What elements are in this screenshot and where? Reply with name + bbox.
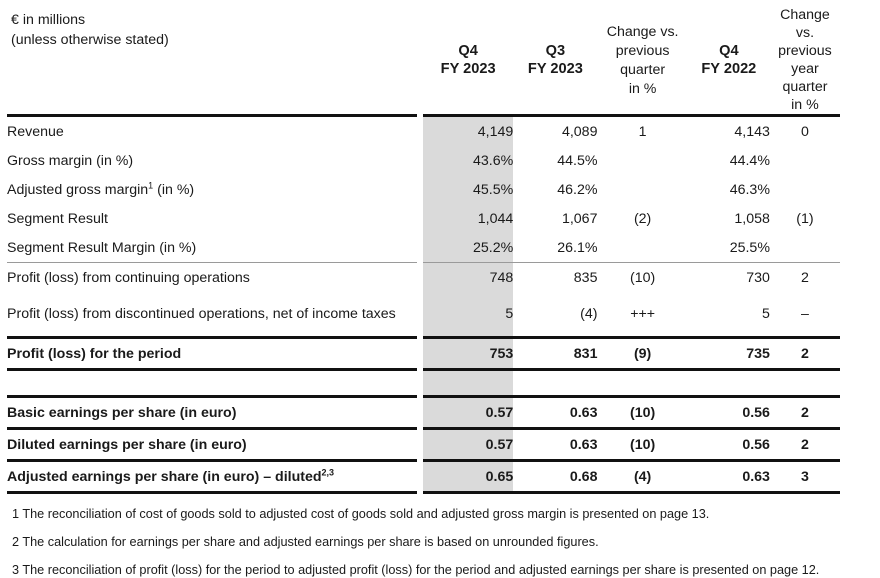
- cell-q3-fy2023: 46.2%: [557, 181, 598, 198]
- header-q4-fy2022: Q4 FY 2022: [688, 6, 770, 117]
- cell-change-year: 2: [801, 269, 809, 286]
- table-row-basic-eps: [7, 398, 840, 430]
- cell-q4-fy2023: 1,044: [423, 204, 513, 233]
- header-q4-fy2023: Q4 FY 2023: [423, 6, 513, 117]
- cell-q3-fy2023: 0.63: [513, 430, 597, 462]
- cell-change-quarter: [597, 146, 687, 175]
- cell-q4-fy2022: 735: [688, 336, 770, 371]
- footnote-1: 1 The reconciliation of cost of goods sold to adjusted cost of goods sold and adjusted gross margin is presented on page 13.: [12, 507, 710, 521]
- row-label: Diluted earnings per share (in euro): [7, 430, 417, 462]
- cell-q4-fy2023: 25.2%: [423, 233, 513, 263]
- cell-q3-fy2023: 0.68: [513, 462, 597, 494]
- row-label: Profit (loss) from continuing operations: [7, 269, 250, 286]
- row-label: Adjusted earnings per share (in euro) – diluted$^{2,3}$: [7, 462, 417, 494]
- cell-q3-fy2023: 26.1%: [513, 233, 597, 263]
- cell-change-year: 2: [770, 430, 840, 462]
- cell-change-year: 2: [770, 336, 840, 371]
- cell-q3-fy2023: 0.63: [513, 398, 597, 430]
- row-label: Adjusted gross margin$^1$ (in %): [7, 179, 195, 198]
- cell-change-quarter: [597, 175, 687, 204]
- cell-q4-fy2022: 730: [746, 269, 770, 286]
- cell-change-year: –: [801, 305, 809, 322]
- cell-change-quarter: (4): [597, 462, 687, 494]
- table-row-segment-result-margin: [7, 233, 840, 263]
- table-row-gross-margin: [7, 146, 840, 175]
- cell-q3-fy2023: 4,089: [561, 123, 598, 140]
- cell-q4-fy2023: 0.65: [423, 462, 513, 494]
- cell-q4-fy2023: 748: [423, 263, 513, 292]
- row-label: Profit (loss) from discontinued operations, net of income taxes: [7, 305, 396, 322]
- header-q3-fy2023: Q3 FY 2023: [513, 6, 597, 117]
- cell-change-quarter: +++: [630, 305, 656, 322]
- footnotes: [7, 506, 840, 578]
- cell-q4-fy2022: 4,143: [734, 123, 770, 140]
- table-header-row: [7, 6, 840, 117]
- footnote-2: 2 The calculation for earnings per share and adjusted earnings per share is based on unrounded figures.: [12, 535, 599, 549]
- cell-change-quarter: [597, 233, 687, 263]
- row-label: Basic earnings per share (in euro): [7, 398, 417, 430]
- table-row-revenue: [7, 117, 840, 146]
- table-row-diluted-eps: [7, 430, 840, 462]
- row-label: Segment Result Margin (in %): [7, 233, 417, 263]
- header-change-prev-quarter: Change vs. previous quarter in %: [597, 6, 687, 117]
- footnote-3: 3 The reconciliation of profit (loss) for the period to adjusted profit (loss) for the period and adjusted earnings per share is presented on page 12.: [12, 563, 820, 577]
- cell-q4-fy2023: 5: [423, 292, 513, 336]
- row-label: Revenue: [7, 123, 64, 140]
- table-row-profit-discontinued: [7, 292, 840, 336]
- table-row-profit-period: [7, 336, 840, 371]
- cell-change-quarter: (2): [633, 210, 652, 227]
- header-change-prev-year-quarter: Change vs. previous year quarter in %: [770, 6, 840, 117]
- cell-q4-fy2023: 0.57: [423, 398, 513, 430]
- unit-line-2: (unless otherwise stated): [11, 32, 169, 48]
- financial-summary: [7, 6, 840, 578]
- cell-q4-fy2022: 1,058: [734, 210, 770, 227]
- table-row-adjusted-eps-diluted: [7, 462, 840, 494]
- footnote-ref: 2,3: [321, 466, 335, 477]
- cell-change-quarter: (9): [597, 336, 687, 371]
- cell-q4-fy2023: 43.6%: [423, 146, 513, 175]
- footnote-ref: 1: [148, 179, 154, 190]
- cell-change-year: [770, 233, 840, 263]
- cell-q3-fy2023: 1,067: [561, 210, 598, 227]
- cell-q4-fy2022: 0.56: [688, 398, 770, 430]
- financial-table: [7, 6, 840, 494]
- table-row-segment-result: [7, 204, 840, 233]
- row-label: Gross margin (in %): [7, 152, 134, 169]
- cell-change-year: 0: [801, 123, 809, 140]
- cell-q3-fy2023: 44.5%: [557, 152, 598, 169]
- cell-change-year: 3: [770, 462, 840, 494]
- cell-q3-fy2023: 835: [573, 269, 598, 286]
- table-row-adjusted-gross-margin: [7, 175, 840, 204]
- cell-change-quarter: 1: [638, 123, 647, 140]
- unit-line-1: € in millions: [11, 12, 86, 28]
- row-label: Segment Result: [7, 210, 108, 227]
- cell-q4-fy2022: 5: [762, 305, 770, 322]
- cell-q4-fy2022: 44.4%: [729, 152, 770, 169]
- cell-q3-fy2023: 831: [513, 336, 597, 371]
- cell-change-year: [770, 175, 840, 204]
- unit-label-header: [7, 6, 417, 117]
- cell-change-quarter: (10): [597, 398, 687, 430]
- cell-q3-fy2023: (4): [580, 305, 598, 322]
- cell-change-year: 2: [770, 398, 840, 430]
- cell-q4-fy2023: 4,149: [423, 117, 513, 146]
- row-label: Profit (loss) for the period: [7, 336, 417, 371]
- table-row-profit-continuing: [7, 263, 840, 292]
- cell-q4-fy2023: 45.5%: [423, 175, 513, 204]
- cell-change-year: [770, 146, 840, 175]
- table-spacer-row: [7, 371, 840, 398]
- cell-q4-fy2022: 0.63: [688, 462, 770, 494]
- cell-q4-fy2022: 0.56: [688, 430, 770, 462]
- cell-q4-fy2022: 25.5%: [688, 233, 770, 263]
- cell-q4-fy2022: 46.3%: [729, 181, 770, 198]
- cell-q4-fy2023: 0.57: [423, 430, 513, 462]
- cell-q4-fy2023: 753: [423, 336, 513, 371]
- cell-change-quarter: (10): [597, 430, 687, 462]
- cell-change-year: (1): [796, 210, 814, 227]
- cell-change-quarter: (10): [630, 269, 656, 286]
